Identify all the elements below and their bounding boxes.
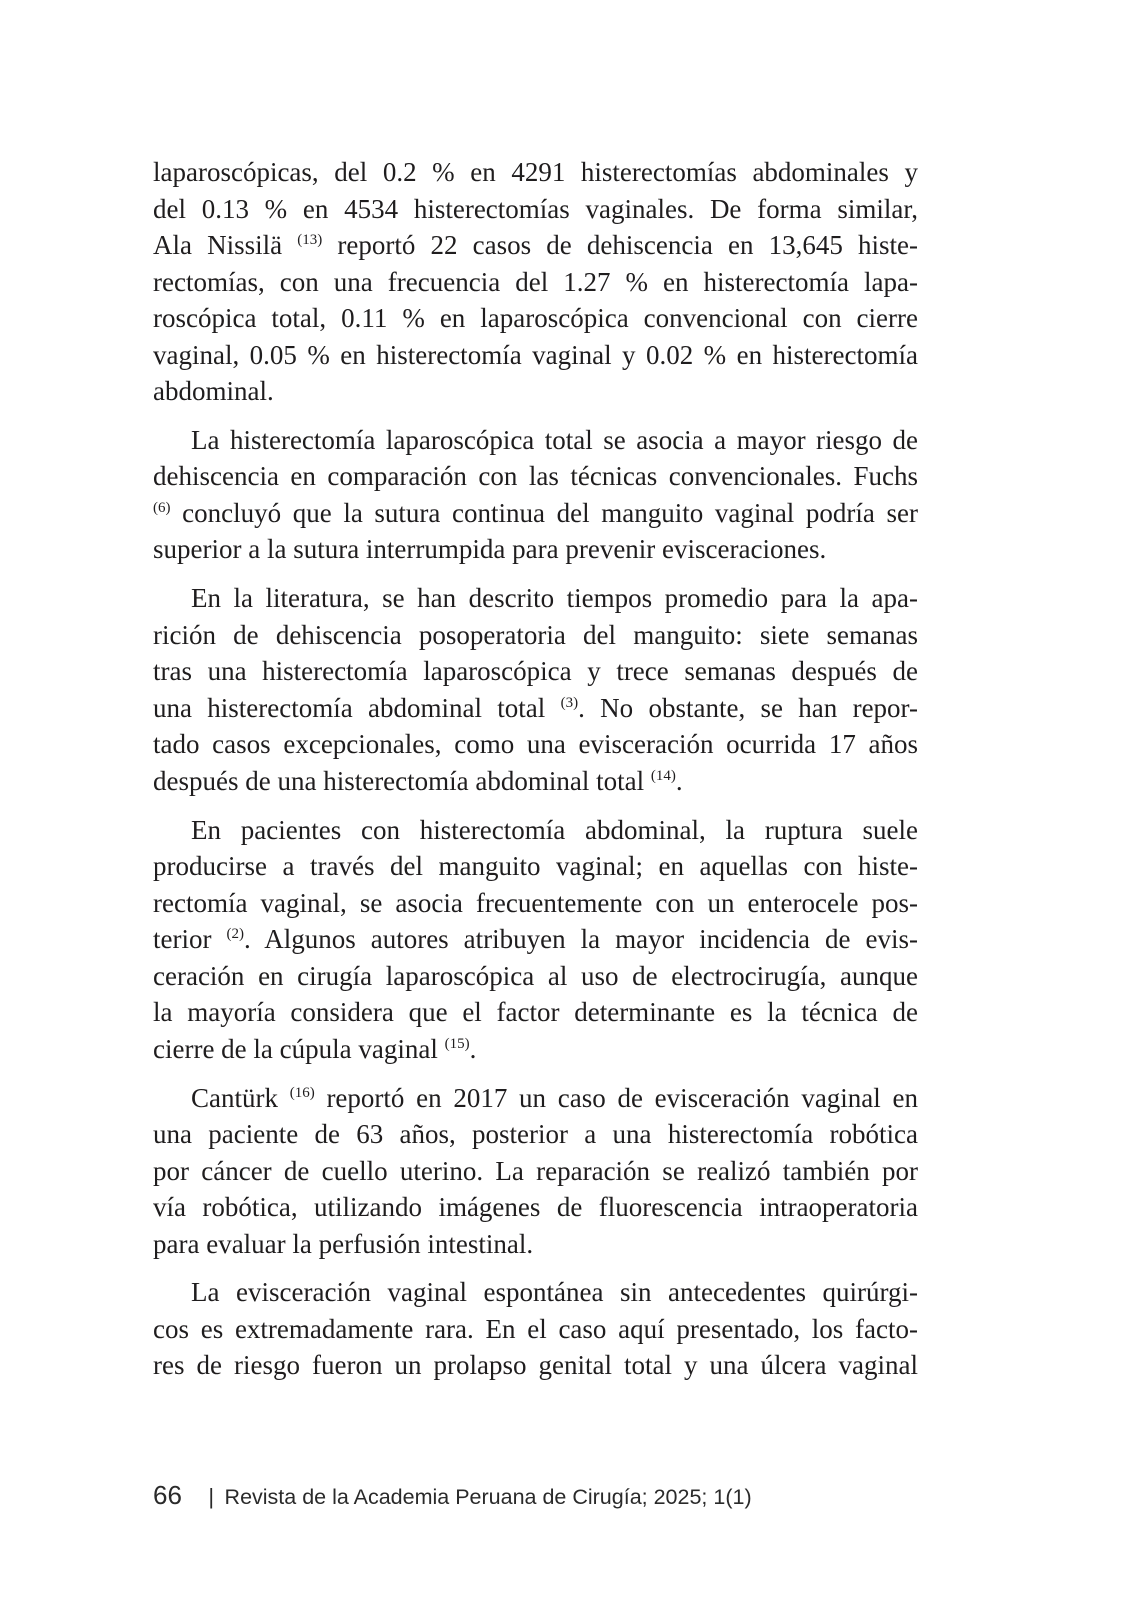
text-line: rectomía vaginal, se asocia frecuentemente con un enterocele pos- xyxy=(153,887,918,918)
journal-citation: Revista de la Academia Peruana de Cirugía; 2025; 1(1) xyxy=(224,1485,752,1509)
text-line: laparoscópicas, del 0.2 % en 4291 histerectomías abdominales y xyxy=(153,157,918,187)
text-line: vía robótica, utilizando imágenes de fluorescencia intraoperatoria xyxy=(153,1192,918,1223)
citation-superscript: (6) xyxy=(153,499,171,516)
text-line: para evaluar la perfusión intestinal. xyxy=(153,1228,534,1259)
line-text: . xyxy=(469,1033,477,1064)
line-text: concluyó que la sutura continua del manguito vaginal podría ser xyxy=(170,497,918,528)
text-line xyxy=(153,1080,918,1117)
footer-separator: | xyxy=(208,1484,215,1509)
paragraph xyxy=(153,1274,918,1384)
text-line: vaginal, 0.05 % en histerectomía vaginal y 0.02 % en histerectomía xyxy=(153,339,918,370)
text-line: En la literatura, se han descrito tiempos promedio para la apa- xyxy=(191,583,918,614)
line-text: . No obstante, se han repor- xyxy=(578,692,918,723)
text-line: la mayoría considera que el factor determinante es la técnica de xyxy=(153,997,918,1028)
citation-superscript: (16) xyxy=(289,1084,315,1101)
citation-superscript: (2) xyxy=(226,926,244,943)
text-line: En pacientes con histerectomía abdominal, la ruptura suele xyxy=(191,814,918,845)
text-line: tras una histerectomía laparoscópica y trece semanas después de xyxy=(153,656,918,687)
line-text: Cantürk xyxy=(191,1082,290,1113)
text-line xyxy=(153,495,918,532)
line-text: después de una histerectomía abdominal total xyxy=(153,765,651,796)
text-line xyxy=(153,690,918,727)
text-line: del 0.13 % en 4534 histerectomías vaginales. De forma similar, xyxy=(153,193,918,224)
text-line: ceración en cirugía laparoscópica al uso de electrocirugía, aunque xyxy=(153,960,918,991)
line-text: Ala Nissilä xyxy=(153,230,298,260)
paragraph xyxy=(153,154,918,410)
citation-superscript: (13) xyxy=(297,232,323,248)
text-line: rectomías, con una frecuencia del 1.27 % en histerectomía lapa- xyxy=(153,266,918,297)
line-text: . xyxy=(675,765,683,796)
text-line: rición de dehiscencia posoperatoria del manguito: siete semanas xyxy=(153,619,918,650)
line-text: cierre de la cúpula vaginal xyxy=(153,1033,445,1064)
paragraph xyxy=(153,812,918,1068)
paragraph xyxy=(153,422,918,568)
text-line: por cáncer de cuello uterino. La reparación se realizó también por xyxy=(153,1155,918,1186)
text-line xyxy=(153,1031,918,1068)
text-line: La evisceración vaginal espontánea sin antecedentes quirúrgi- xyxy=(191,1277,918,1308)
text-line xyxy=(153,763,918,800)
text-line: una paciente de 63 años, posterior a una histerectomía robótica xyxy=(153,1119,918,1150)
citation-superscript: (15) xyxy=(444,1035,470,1052)
text-line: tado casos excepcionales, como una evisceración ocurrida 17 años xyxy=(153,729,918,760)
line-text: . Algunos autores atribuyen la mayor incidencia de evis- xyxy=(243,924,918,955)
text-line: superior a la sutura interrumpida para prevenir evisceraciones. xyxy=(153,534,827,565)
text-line xyxy=(153,921,918,958)
line-text: terior xyxy=(153,924,227,955)
line-text: reportó 22 casos de dehiscencia en 13,645 histe- xyxy=(322,230,918,260)
text-line xyxy=(153,227,918,264)
text-line: res de riesgo fueron un prolapso genital total y una úlcera vaginal xyxy=(153,1350,918,1381)
text-line: abdominal. xyxy=(153,376,274,406)
article-body xyxy=(153,154,918,1396)
line-text: una histerectomía abdominal total xyxy=(153,692,561,723)
citation-superscript: (14) xyxy=(650,767,676,784)
text-line: cos es extremadamente rara. En el caso aquí presentado, los facto- xyxy=(153,1313,918,1344)
text-line: La histerectomía laparoscópica total se asocia a mayor riesgo de xyxy=(191,424,918,455)
page-footer xyxy=(153,1478,752,1512)
text-line: dehiscencia en comparación con las técnicas convencionales. Fuchs xyxy=(153,461,918,492)
text-line: producirse a través del manguito vaginal; en aquellas con histe- xyxy=(153,851,918,882)
paragraph xyxy=(153,580,918,799)
page-number: 66 xyxy=(153,1480,182,1510)
citation-superscript: (3) xyxy=(560,694,579,711)
line-text: reportó en 2017 un caso de evisceración vaginal en xyxy=(314,1082,918,1113)
paragraph xyxy=(153,1080,918,1263)
text-line: roscópica total, 0.11 % en laparoscópica convencional con cierre xyxy=(153,303,918,333)
